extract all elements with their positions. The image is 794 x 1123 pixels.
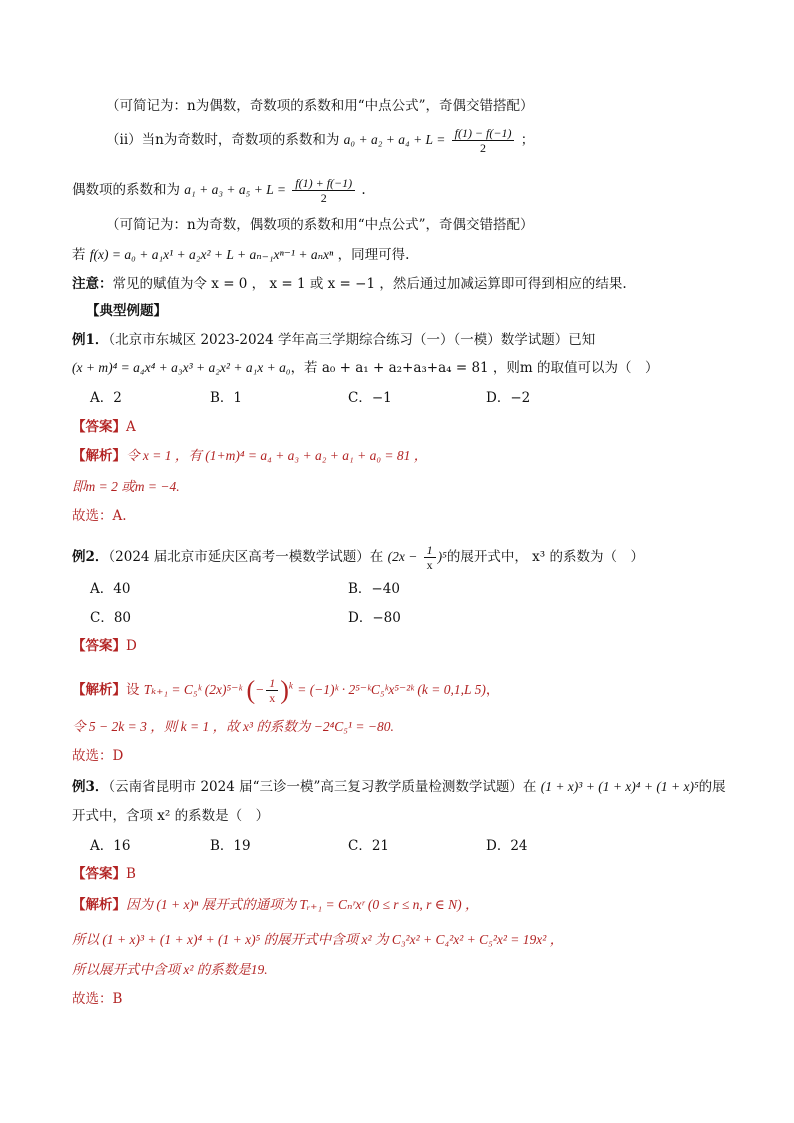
even-sum-line [72,176,366,205]
even-expr: a₁ + a₃ + a₅ + L = [184,182,286,197]
example3-source: （云南省昆明市 2024 届“三诊一模”高三复习教学质量检测数学试题）在 [108,779,537,795]
general-suffix: ，同理可得. [337,247,410,263]
example2-frac-den: x [426,558,433,572]
notice-label: 注意： [72,276,113,292]
example3-option-d: D．24 [486,838,528,854]
example1-analysis-line1: 令 x = 1 ，有 (1+m)⁴ = a₄ + a₃ + a₂ + a₁ + a₀ = 81 ， [126,448,428,463]
general-expr: f(x) = a₀ + a₁x¹ + a₂x² + L + aₙ₋₁xⁿ⁻¹ + aₙxⁿ [89,247,334,262]
example3-expr: (1 + x)³ + (1 + x)⁴ + (1 + x)⁵ [540,779,699,794]
example2-analysis-line2: 令 5 − 2k = 3 ，则 k = 1 ，故 x³ 的系数为 −2⁴C₅¹ = −80. [72,719,394,734]
example2-analysis-frac-den: x [269,691,276,705]
example1-answer-label: 【答案】 [72,419,126,435]
example2-option-b: B．−40 [348,581,400,597]
example3-answer [72,865,136,883]
example2-expr-post: )⁵ [437,549,447,564]
example2-analysis-label: 【解析】 [72,682,126,698]
even-fraction [292,176,355,205]
even-frac-num: f(1) + f(−1) [292,176,355,191]
example1-analysis-label: 【解析】 [72,448,126,464]
example2-analysis-expr: Tₖ₊₁ = C₅ᵏ (2x)⁵⁻ᵏ [143,682,243,697]
even-suffix: . [361,182,366,198]
example1-label: 例1． [72,332,109,348]
example3-option-b: B．19 [210,838,251,854]
example2-answer-value: D [126,638,137,654]
example2-source-tail: 的展开式中， x³ 的系数为（ ） [446,549,644,565]
note-odd-n: （可简记为：n为奇数，偶数项的系数和用“中点公式”，奇偶交错搭配） [106,217,534,233]
example1-condition: ，若 a₀ + a₁ + a₂+a₃+a₄ = 81 ，则m 的取值可以为（ ） [290,360,659,376]
example2-stem [72,543,644,572]
example2-analysis-expr2: = (−1)ᵏ · 2⁵⁻ᵏC₅ᵏx⁵⁻²ᵏ (k = 0,1,L 5) [297,682,486,697]
example1-answer-value: A [126,419,136,435]
example2-frac-num: 1 [424,543,436,558]
example2-fraction [424,543,436,572]
case-ii-line [106,126,534,155]
example2-option-d: D．−80 [348,610,401,626]
example2-left-paren: ( [246,675,256,705]
example3-analysis-label: 【解析】 [72,897,126,913]
case-ii-fraction [452,126,515,155]
example3-analysis-line1: 因为 (1 + x)ⁿ 展开式的通项为 Tᵣ₊₁ = Cₙʳxʳ (0 ≤ r ≤ n, r ∈ N) ， [126,897,479,912]
notice-line [72,275,627,293]
example3-label: 例3． [72,779,109,795]
example1-stem-line2 [72,359,659,377]
note-even-n: （可简记为：n为偶数，奇数项的系数和用“中点公式”，奇偶交错搭配） [106,98,534,114]
example1-option-d: D．−2 [486,390,531,406]
example2-expr-pre: (2x − [387,549,418,564]
example1-stem [72,331,595,349]
example1-analysis [72,447,427,465]
example3-analysis [72,896,479,914]
example3-analysis-line2: 所以 (1 + x)³ + (1 + x)⁴ + (1 + x)⁵ 的展开式中含项 x² 为 C₃²x² + C₄²x² + C₅²x² = 19x² ， [72,932,564,947]
example3-source-tail: 的展 [698,779,726,795]
even-prefix: 偶数项的系数和为 [72,182,180,198]
section-title: 【典型例题】 [86,303,167,319]
example2-analysis-pre: 设 [126,682,140,698]
example2-conclusion: 故选：D [72,748,124,764]
example2-label: 例2． [72,549,109,565]
example1-option-b: B．1 [210,390,243,406]
example2-source: （2024 届北京市延庆区高考一模数学试题）在 [108,549,384,565]
example2-option-a: A．40 [90,581,131,597]
example2-analysis: 【解析】设 Tₖ₊₁ = C₅ᵏ (2x)⁵⁻ᵏ (− $\frac{1}{x}$ )$^k$ = (−1)ᵏ · 2⁵⁻ᵏC₅ᵏx⁵⁻²ᵏ (k = 0,1,L 5)， [72,675,500,705]
case-ii-frac-num: f(1) − f(−1) [452,126,515,141]
example1-conclusion: 故选：A. [72,508,127,524]
example2-answer [72,637,137,655]
example1-option-c: C．−1 [348,390,392,406]
example3-stem [72,778,726,796]
example2-right-paren: ) [280,675,289,705]
example1-source: （北京市东城区 2023-2024 学年高三学期综合练习（一）（一模）数学试题）已知 [108,332,596,348]
example1-answer [72,418,136,436]
case-ii-prefix: （ii）当n为奇数时，奇数项的系数和为 [106,132,340,148]
example3-answer-value: B [126,866,136,882]
case-ii-expr: a₀ + a₂ + a₄ + L = [343,132,446,147]
case-ii-suffix: ； [520,132,535,148]
example2-analysis-frac-num: 1 [266,676,278,691]
example2-analysis-fraction [266,676,278,705]
example3-answer-label: 【答案】 [72,866,126,882]
even-frac-den: 2 [320,191,327,205]
example2-analysis-tail: ， [485,682,500,698]
example2-answer-label: 【答案】 [72,638,126,654]
example3-stem-line2: 开式中，含项 x² 的系数是（ ） [72,808,270,824]
example1-expr: (x + m)⁴ = a₄x⁴ + a₃x³ + a₂x² + a₁x + a₀ [72,360,291,375]
general-prefix: 若 [72,247,86,263]
general-line [72,246,409,264]
example3-conclusion: 故选：B [72,991,123,1007]
case-ii-frac-den: 2 [480,141,487,155]
example2-option-c: C．80 [90,610,132,626]
example1-analysis-line2: 即m = 2 或m = −4. [72,479,180,494]
example3-option-c: C．21 [348,838,390,854]
example1-option-a: A．2 [90,390,122,406]
example3-option-a: A．16 [90,838,131,854]
notice-text: 常见的赋值为令 x = 0 ， x = 1 或 x = −1 ，然后通过加减运算即可得到相应的结果. [112,276,627,292]
example3-analysis-line3: 所以展开式中含项 x² 的系数是19. [72,962,268,977]
